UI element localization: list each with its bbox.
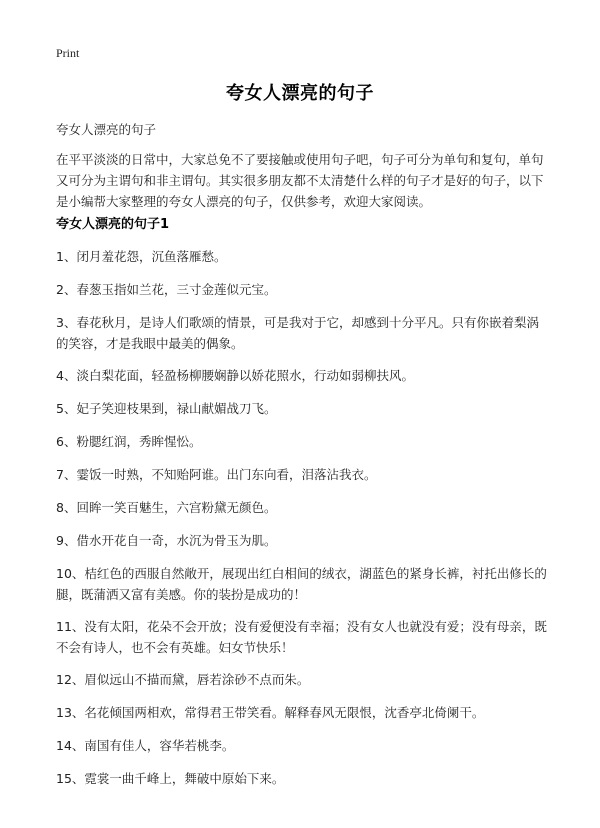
list-item: 9、借水开花自一奇，水沉为骨玉为肌。 (56, 533, 277, 548)
intro-paragraph: 在平平淡淡的日常中，大家总免不了要接触或使用句子吧，句子可分为单句和复句，单句又可分为主谓句和非主谓句。其实很多朋友都不太清楚什么样的句子才是好的句子，以下是小编帮大家整理的夸女人漂亮的句子，仅供参考，欢迎大家阅读。 (56, 152, 544, 209)
print-link[interactable]: Print (56, 46, 80, 60)
list-item: 5、妃子笑迎枝果到，禄山献媚战刀飞。 (56, 401, 277, 416)
sentence-list (56, 246, 548, 789)
list-item: 12、眉似远山不描而黛，唇若涂砂不点而朱。 (56, 672, 310, 687)
list-item: 10、桔红色的西服自然敞开，展现出红白相间的绒衣，湖蓝色的紧身长裤，衬托出修长的腿，既蒲洒又富有美感。你的装扮是成功的！ (56, 566, 547, 602)
list-item: 15、霓裳一曲千峰上，舞破中原始下来。 (56, 771, 285, 786)
list-item: 3、春花秋月，是诗人们歌颂的情景，可是我对于它，却感到十分平凡。只有你嵌着梨涡的笑容，才是我眼中最美的偶象。 (56, 315, 539, 351)
list-item: 11、没有太阳，花朵不会开放；没有爱便没有幸福；没有女人也就没有爱；没有母亲，既不会有诗人，也不会有英雄。妇女节快乐！ (56, 619, 547, 655)
list-item: 1、闭月羞花怨，沉鱼落雁愁。 (56, 249, 227, 264)
list-item: 6、粉腮红润，秀眸惺忪。 (56, 434, 202, 449)
list-item: 13、名花倾国两相欢，常得君王带笑看。解释春风无限恨，沈香亭北倚阑干。 (56, 705, 485, 720)
list-item: 2、春葱玉指如兰花，三寸金莲似元宝。 (56, 282, 277, 297)
article-subtitle: 夸女人漂亮的句子 (56, 122, 157, 137)
list-item: 14、南国有佳人，容华若桃李。 (56, 738, 235, 753)
list-item: 8、回眸一笑百魅生，六宫粉黛无颜色。 (56, 500, 277, 515)
list-item: 7、霎饭一时熟，不知贻阿谁。出门东向看，泪落沾我衣。 (56, 467, 377, 482)
page-title: 夸女人漂亮的句子 (226, 83, 374, 104)
list-item: 4、淡白梨花面，轻盈杨柳腰娴静以娇花照水，行动如弱柳扶风。 (56, 368, 414, 383)
section-heading: 夸女人漂亮的句子1 (56, 217, 170, 232)
